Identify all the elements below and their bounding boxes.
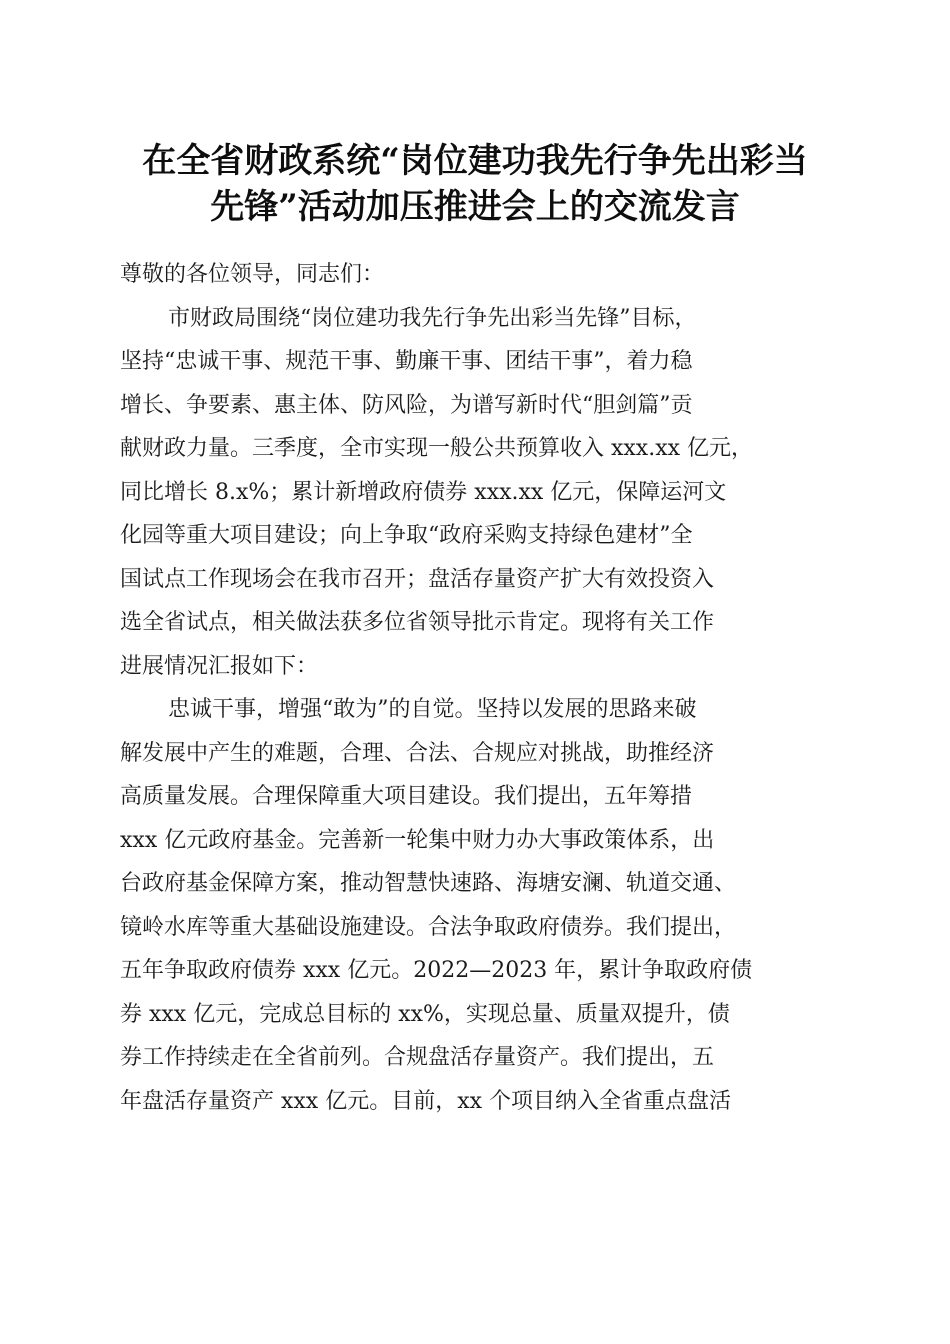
- paragraph: [120, 297, 840, 689]
- paragraph-line: 高质量发展。合理保障重大项目建设。我们提出，五年筹措: [120, 784, 693, 809]
- title-line: 先锋”活动加压推进会上的交流发言: [210, 187, 740, 227]
- paragraph-line: 忠诚干事，增强“敢为”的自觉。坚持以发展的思路来破: [168, 697, 697, 722]
- paragraph-line: 进展情况汇报如下：: [120, 653, 319, 679]
- paragraph: [120, 688, 840, 1123]
- document-title: [60, 138, 890, 230]
- paragraph-line: 化园等重大项目建设；向上争取“政府采购支持绿色建材”全: [120, 523, 693, 548]
- paragraph-line: 坚持“忠诚干事、规范干事、勤廉干事、团结干事”，着力稳: [120, 349, 693, 374]
- paragraph-line: 年盘活存量资产 xxx 亿元。目前，xx 个项目纳入全省重点盘活: [120, 1088, 732, 1114]
- salutation: 尊敬的各位领导，同志们：: [120, 262, 385, 287]
- paragraph-line: 市财政局围绕“岗位建功我先行争先出彩当先锋”目标，: [168, 305, 697, 331]
- paragraph-line: 国试点工作现场会在我市召开；盘活存量资产扩大有效投资入: [120, 566, 715, 592]
- paragraph-line: 镜岭水库等重大基础设施建设。合法争取政府债券。我们提出，: [120, 914, 737, 940]
- paragraph-line: 券 xxx 亿元，完成总目标的 xx%，实现总量、质量双提升，债: [120, 1001, 730, 1027]
- paragraph-line: 献财政力量。三季度，全市实现一般公共预算收入 xxx.xx 亿元，: [120, 436, 754, 461]
- paragraph-line: 券工作持续走在全省前列。合规盘活存量资产。我们提出，五: [120, 1045, 715, 1070]
- paragraph-line: 选全省试点，相关做法获多位省领导批示肯定。现将有关工作: [120, 610, 715, 635]
- paragraph-line: xxx 亿元政府基金。完善新一轮集中财力办大事政策体系，出: [120, 827, 715, 853]
- paragraph-line: 台政府基金保障方案，推动智慧快速路、海塘安澜、轨道交通、: [120, 871, 737, 896]
- paragraph-line: 解发展中产生的难题，合理、合法、合规应对挑战，助推经济: [120, 740, 715, 766]
- paragraph-line: 同比增长 8.x%；累计新增政府债券 xxx.xx 亿元，保障运河文: [120, 479, 727, 505]
- document-body: [120, 253, 840, 1123]
- paragraph-line: 增长、争要素、惠主体、防风险，为谱写新时代“胆剑篇”贡: [120, 392, 693, 418]
- paragraph-line: 五年争取政府债券 xxx 亿元。2022—2023 年，累计争取政府债: [120, 958, 753, 983]
- title-line: 在全省财政系统“岗位建功我先行争先出彩当: [142, 141, 808, 181]
